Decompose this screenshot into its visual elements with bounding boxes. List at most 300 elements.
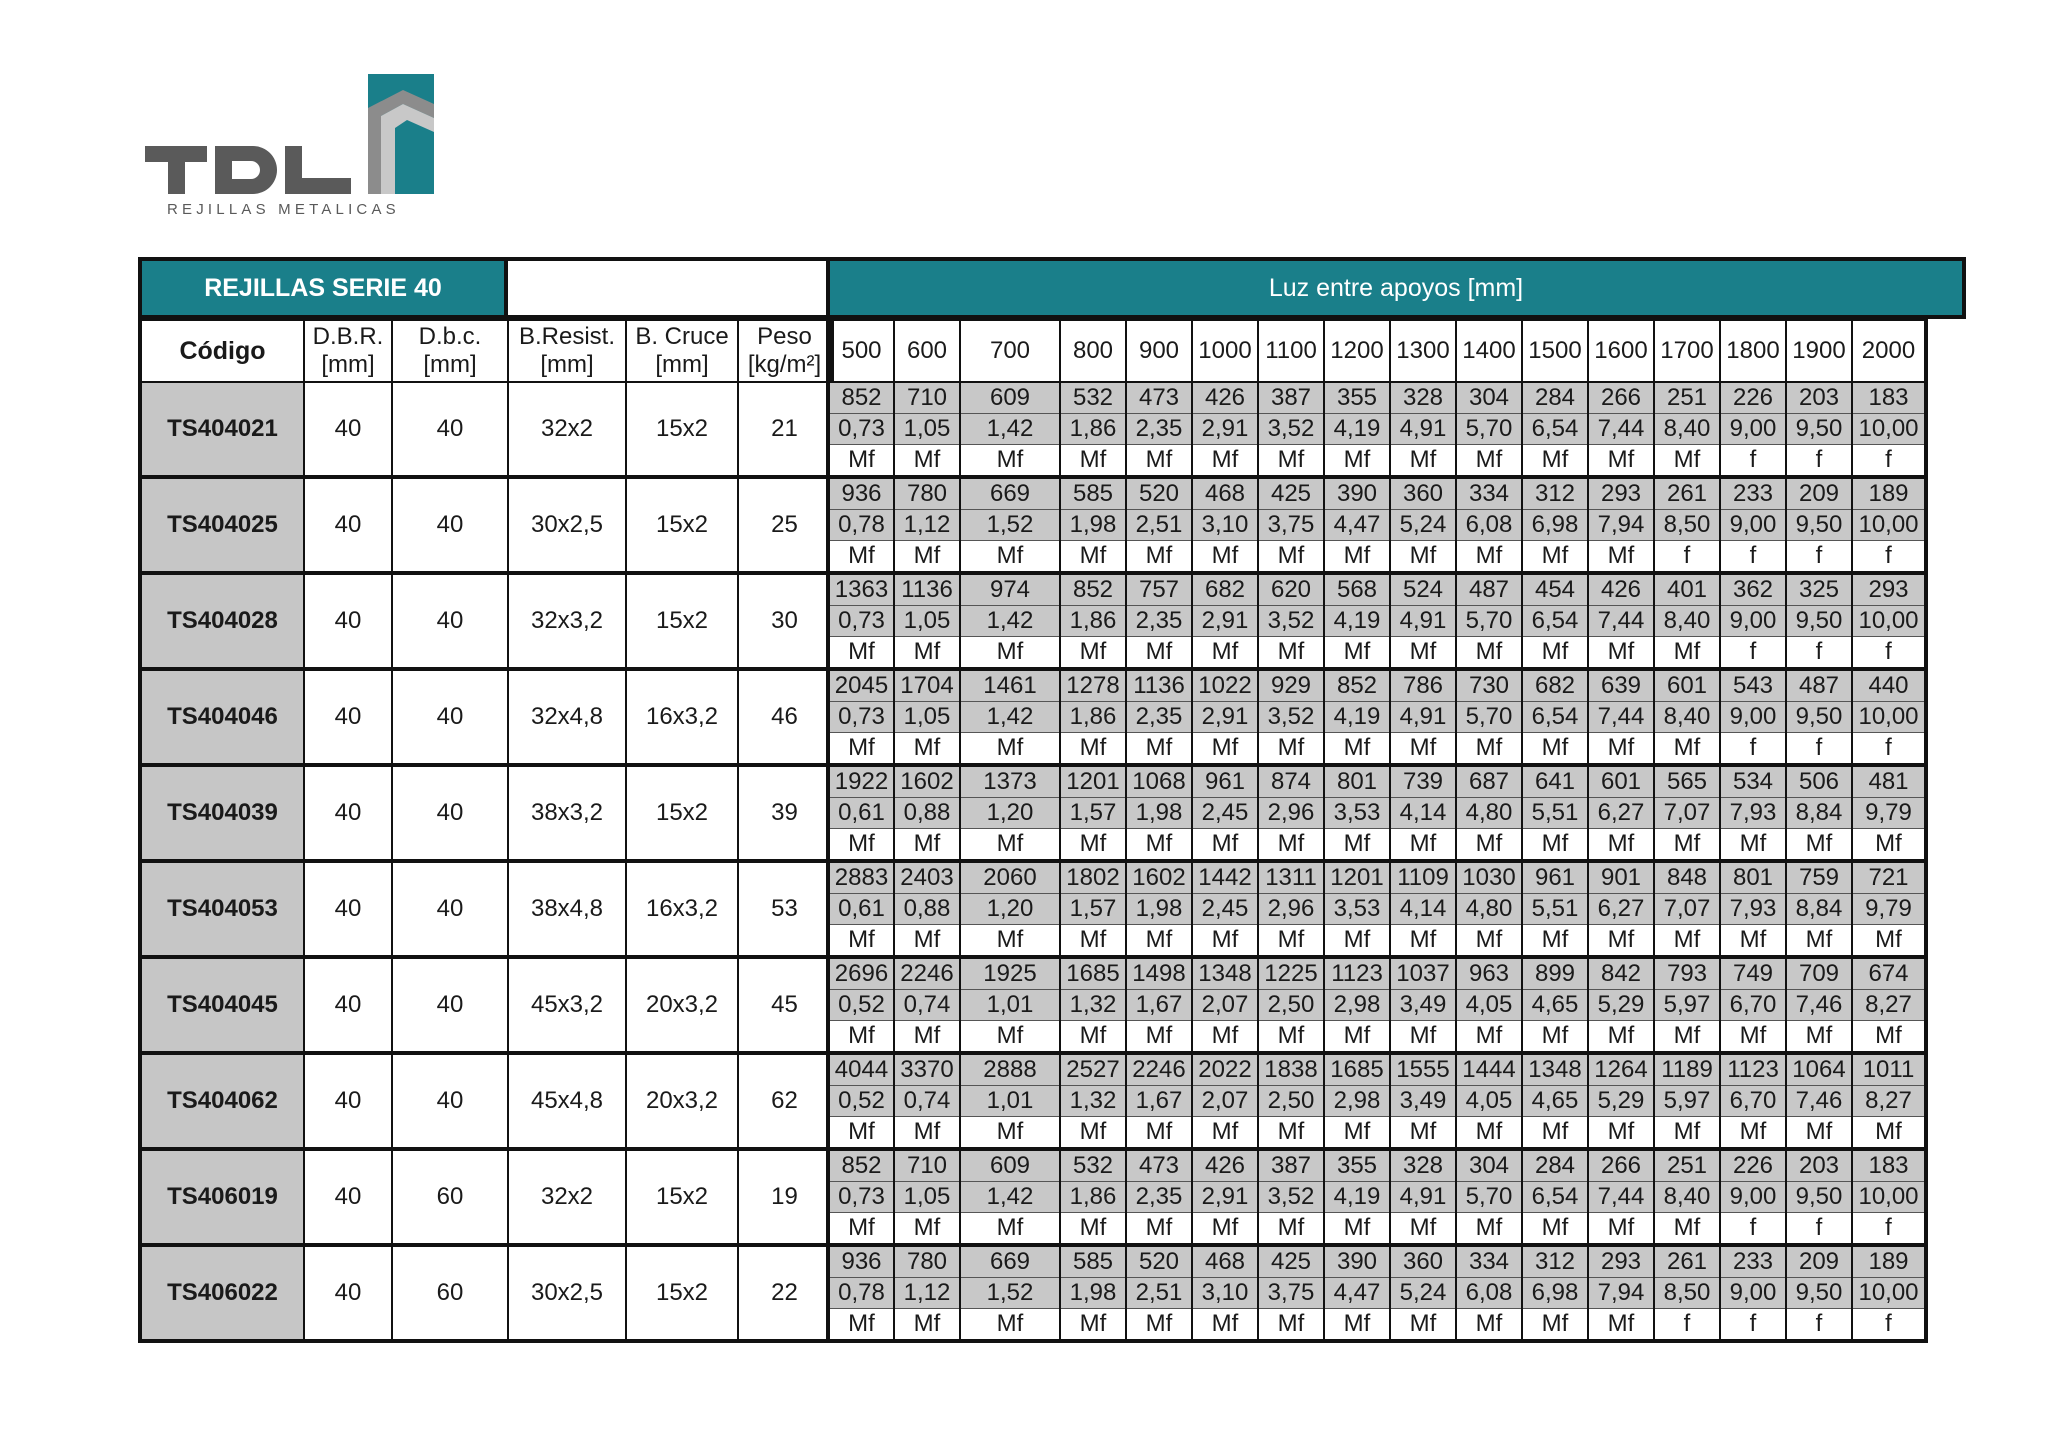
product-peso: 53 [738,861,832,957]
load-value: 473 [1126,1149,1192,1182]
deflection-value: 0,61 [828,798,894,829]
span-header: 700 [960,319,1060,382]
deflection-value: 4,47 [1324,510,1390,541]
failure-mode: Mf [1060,733,1126,766]
failure-mode: Mf [1852,1117,1926,1150]
load-value: 328 [1390,382,1456,414]
load-value: 793 [1654,957,1720,990]
product-dbr: 40 [304,861,392,957]
load-value: 209 [1786,1245,1852,1278]
failure-mode: Mf [894,733,960,766]
load-value: 2403 [894,861,960,894]
load-value: 1030 [1456,861,1522,894]
deflection-value: 7,93 [1720,798,1786,829]
load-value: 261 [1654,477,1720,510]
product-dbr: 40 [304,573,392,669]
product-dbr: 40 [304,1053,392,1149]
deflection-value: 4,91 [1390,606,1456,637]
failure-mode: Mf [1456,1021,1522,1054]
load-value: 739 [1390,765,1456,798]
deflection-value: 2,51 [1126,1278,1192,1309]
deflection-value: 1,98 [1126,798,1192,829]
load-value: 1189 [1654,1053,1720,1086]
product-bresist: 45x3,2 [508,957,626,1053]
col-header-label: B. Cruce [635,323,729,350]
col-header-codigo: Código [140,319,304,382]
load-value: 328 [1390,1149,1456,1182]
deflection-value: 2,51 [1126,510,1192,541]
span-header: 1100 [1258,319,1324,382]
load-value: 674 [1852,957,1926,990]
load-value: 183 [1852,1149,1926,1182]
failure-mode: Mf [1522,445,1588,478]
deflection-value: 7,44 [1588,414,1654,445]
failure-mode: f [1786,733,1852,766]
failure-mode: f [1786,1213,1852,1246]
load-value: 360 [1390,1245,1456,1278]
deflection-value: 4,05 [1456,1086,1522,1117]
failure-mode: f [1852,445,1926,478]
load-value: 961 [1522,861,1588,894]
failure-mode: Mf [1258,925,1324,958]
failure-mode: Mf [960,733,1060,766]
failure-mode: Mf [1390,445,1456,478]
load-value: 682 [1522,669,1588,702]
failure-mode: f [1720,1309,1786,1342]
load-row-load [828,957,1926,990]
deflection-value: 9,50 [1786,702,1852,733]
span-header: 1600 [1588,319,1654,382]
load-value: 2527 [1060,1053,1126,1086]
deflection-value: 7,46 [1786,1086,1852,1117]
load-value: 1922 [828,765,894,798]
load-value: 1136 [1126,669,1192,702]
load-value: 233 [1720,1245,1786,1278]
failure-mode: Mf [1192,733,1258,766]
load-value: 468 [1192,477,1258,510]
product-bresist: 32x2 [508,1149,626,1245]
load-row-defl [828,990,1926,1021]
load-value: 226 [1720,382,1786,414]
deflection-value: 4,14 [1390,798,1456,829]
deflection-value: 0,73 [828,702,894,733]
load-value: 189 [1852,477,1926,510]
product-code: TS404028 [140,573,304,669]
load-value: 2888 [960,1053,1060,1086]
failure-mode: Mf [1720,829,1786,862]
failure-mode: Mf [894,925,960,958]
load-value: 226 [1720,1149,1786,1182]
deflection-value: 5,70 [1456,414,1522,445]
failure-mode: Mf [1852,1021,1926,1054]
product-code: TS406022 [140,1245,304,1341]
failure-mode: Mf [1258,1021,1324,1054]
deflection-value: 9,50 [1786,414,1852,445]
failure-mode: Mf [1456,637,1522,670]
product-peso: 19 [738,1149,832,1245]
load-table [826,317,1928,1343]
failure-mode: Mf [894,637,960,670]
failure-mode: Mf [1258,1213,1324,1246]
deflection-value: 1,86 [1060,606,1126,637]
failure-mode: Mf [1324,637,1390,670]
load-value: 2022 [1192,1053,1258,1086]
failure-mode: Mf [1126,1309,1192,1342]
load-value: 609 [960,1149,1060,1182]
failure-mode: Mf [1324,1309,1390,1342]
load-value: 401 [1654,573,1720,606]
load-value: 609 [960,382,1060,414]
deflection-value: 3,53 [1324,798,1390,829]
deflection-value: 10,00 [1852,1278,1926,1309]
deflection-value: 5,70 [1456,606,1522,637]
load-value: 532 [1060,382,1126,414]
load-value: 682 [1192,573,1258,606]
deflection-value: 1,12 [894,510,960,541]
deflection-value: 2,91 [1192,606,1258,637]
load-value: 534 [1720,765,1786,798]
failure-mode: f [1852,1213,1926,1246]
deflection-value: 5,51 [1522,798,1588,829]
deflection-value: 0,78 [828,1278,894,1309]
failure-mode: Mf [894,1213,960,1246]
deflection-value: 1,05 [894,414,960,445]
failure-mode: Mf [1060,925,1126,958]
deflection-value: 1,42 [960,606,1060,637]
load-value: 936 [828,1245,894,1278]
load-value: 620 [1258,573,1324,606]
load-value: 1278 [1060,669,1126,702]
load-value: 1555 [1390,1053,1456,1086]
deflection-value: 1,42 [960,702,1060,733]
deflection-value: 9,50 [1786,1182,1852,1213]
load-value: 284 [1522,382,1588,414]
load-value: 759 [1786,861,1852,894]
load-value: 266 [1588,382,1654,414]
load-row-load [828,669,1926,702]
deflection-value: 0,88 [894,798,960,829]
failure-mode: Mf [1390,1117,1456,1150]
product-code: TS404062 [140,1053,304,1149]
col-header-dbc [392,319,508,382]
deflection-value: 1,86 [1060,1182,1126,1213]
load-value: 4044 [828,1053,894,1086]
load-row-mode [828,733,1926,766]
deflection-value: 10,00 [1852,1182,1926,1213]
deflection-value: 2,91 [1192,1182,1258,1213]
deflection-value: 7,93 [1720,894,1786,925]
deflection-value: 1,98 [1126,894,1192,925]
load-value: 304 [1456,1149,1522,1182]
span-header: 600 [894,319,960,382]
deflection-value: 6,27 [1588,894,1654,925]
product-dbr: 40 [304,957,392,1053]
failure-mode: Mf [1852,829,1926,862]
product-code: TS406019 [140,1149,304,1245]
load-value: 1037 [1390,957,1456,990]
load-value: 901 [1588,861,1654,894]
failure-mode: Mf [1060,1309,1126,1342]
load-value: 1225 [1258,957,1324,990]
deflection-value: 4,19 [1324,414,1390,445]
load-value: 1685 [1060,957,1126,990]
load-value: 730 [1456,669,1522,702]
deflection-value: 1,05 [894,702,960,733]
deflection-value: 1,05 [894,1182,960,1213]
load-value: 842 [1588,957,1654,990]
load-value: 1685 [1324,1053,1390,1086]
load-row-mode [828,1021,1926,1054]
deflection-value: 1,57 [1060,894,1126,925]
spec-body [140,382,832,1341]
failure-mode: Mf [1324,829,1390,862]
failure-mode: f [1720,733,1786,766]
failure-mode: Mf [1588,1309,1654,1342]
load-row-mode [828,445,1926,478]
failure-mode: Mf [960,445,1060,478]
deflection-value: 8,27 [1852,990,1926,1021]
failure-mode: Mf [960,1309,1060,1342]
product-row [140,957,832,1053]
load-value: 1311 [1258,861,1324,894]
product-dbr: 40 [304,477,392,573]
load-row-defl [828,702,1926,733]
failure-mode: Mf [1060,1117,1126,1150]
deflection-value: 7,94 [1588,1278,1654,1309]
load-row-load [828,382,1926,414]
load-value: 1704 [894,669,960,702]
load-row-defl [828,1086,1926,1117]
deflection-value: 1,20 [960,894,1060,925]
failure-mode: Mf [1588,445,1654,478]
deflection-value: 4,91 [1390,702,1456,733]
load-value: 387 [1258,1149,1324,1182]
col-header-bresist [508,319,626,382]
deflection-value: 2,35 [1126,1182,1192,1213]
product-code: TS404039 [140,765,304,861]
spec-header-row [140,319,832,382]
product-row [140,861,832,957]
load-value: 520 [1126,1245,1192,1278]
failure-mode: Mf [1126,1213,1192,1246]
load-value: 1109 [1390,861,1456,894]
deflection-value: 1,01 [960,990,1060,1021]
failure-mode: Mf [894,445,960,478]
load-row-mode [828,637,1926,670]
product-dbc: 40 [392,1053,508,1149]
failure-mode: Mf [1456,925,1522,958]
failure-mode: Mf [1390,1213,1456,1246]
span-header-row [828,319,1926,382]
load-row-defl [828,414,1926,445]
load-value: 334 [1456,1245,1522,1278]
load-value: 387 [1258,382,1324,414]
col-header-label: D.b.c. [418,323,482,350]
failure-mode: Mf [1126,925,1192,958]
col-header-label: B.Resist. [518,323,616,350]
failure-mode: Mf [1192,1021,1258,1054]
failure-mode: Mf [1654,1117,1720,1150]
failure-mode: Mf [1522,925,1588,958]
product-dbc: 40 [392,477,508,573]
product-dbc: 40 [392,765,508,861]
load-value: 233 [1720,477,1786,510]
load-row-defl [828,798,1926,829]
deflection-value: 8,40 [1654,1182,1720,1213]
col-header-label: D.B.R. [312,323,384,350]
load-value: 669 [960,477,1060,510]
load-row-load [828,765,1926,798]
failure-mode: Mf [1324,1117,1390,1150]
deflection-value: 5,24 [1390,510,1456,541]
failure-mode: Mf [1456,1117,1522,1150]
deflection-value: 8,27 [1852,1086,1926,1117]
failure-mode: Mf [1852,925,1926,958]
deflection-value: 7,46 [1786,990,1852,1021]
deflection-value: 0,52 [828,1086,894,1117]
load-value: 312 [1522,1245,1588,1278]
load-value: 639 [1588,669,1654,702]
load-value: 487 [1456,573,1522,606]
span-header: 1400 [1456,319,1522,382]
product-row [140,477,832,573]
product-code: TS404053 [140,861,304,957]
failure-mode: Mf [1720,1021,1786,1054]
deflection-value: 4,91 [1390,1182,1456,1213]
failure-mode: Mf [1126,829,1192,862]
span-header: 1800 [1720,319,1786,382]
deflection-value: 1,42 [960,414,1060,445]
deflection-value: 3,75 [1258,510,1324,541]
tdl-logo-mark [145,74,445,216]
deflection-value: 3,10 [1192,1278,1258,1309]
deflection-value: 3,52 [1258,702,1324,733]
failure-mode: Mf [1060,541,1126,574]
deflection-value: 5,29 [1588,1086,1654,1117]
failure-mode: f [1786,637,1852,670]
load-value: 669 [960,1245,1060,1278]
failure-mode: Mf [1192,925,1258,958]
deflection-value: 1,52 [960,510,1060,541]
failure-mode: Mf [1258,829,1324,862]
load-value: 304 [1456,382,1522,414]
product-dbc: 40 [392,669,508,765]
col-header-label: Peso [757,323,812,350]
deflection-value: 10,00 [1852,510,1926,541]
deflection-value: 7,94 [1588,510,1654,541]
product-peso: 25 [738,477,832,573]
load-value: 334 [1456,477,1522,510]
load-value: 780 [894,1245,960,1278]
failure-mode: f [1852,733,1926,766]
load-value: 520 [1126,477,1192,510]
deflection-value: 3,52 [1258,414,1324,445]
deflection-value: 8,40 [1654,702,1720,733]
failure-mode: Mf [894,1021,960,1054]
deflection-value: 5,29 [1588,990,1654,1021]
failure-mode: Mf [1654,1021,1720,1054]
deflection-value: 3,75 [1258,1278,1324,1309]
deflection-value: 9,00 [1720,1182,1786,1213]
load-row-mode [828,1213,1926,1246]
deflection-value: 1,42 [960,1182,1060,1213]
failure-mode: f [1720,541,1786,574]
deflection-value: 4,47 [1324,1278,1390,1309]
failure-mode: Mf [1324,445,1390,478]
deflection-value: 9,50 [1786,510,1852,541]
deflection-value: 8,84 [1786,894,1852,925]
deflection-value: 6,08 [1456,510,1522,541]
failure-mode: f [1786,1309,1852,1342]
failure-mode: Mf [1060,445,1126,478]
load-value: 709 [1786,957,1852,990]
span-header: 1500 [1522,319,1588,382]
failure-mode: Mf [894,1117,960,1150]
deflection-value: 2,98 [1324,990,1390,1021]
failure-mode: f [1852,637,1926,670]
failure-mode: Mf [1522,1117,1588,1150]
product-bresist: 30x2,5 [508,1245,626,1341]
load-value: 1123 [1324,957,1390,990]
deflection-value: 2,07 [1192,990,1258,1021]
load-value: 524 [1390,573,1456,606]
failure-mode: Mf [894,541,960,574]
tdl-logo [145,74,445,216]
deflection-value: 0,74 [894,990,960,1021]
failure-mode: Mf [1390,829,1456,862]
product-peso: 21 [738,382,832,477]
load-value: 974 [960,573,1060,606]
failure-mode: Mf [828,733,894,766]
load-value: 1461 [960,669,1060,702]
load-value: 963 [1456,957,1522,990]
load-value: 801 [1720,861,1786,894]
failure-mode: Mf [1192,541,1258,574]
load-value: 786 [1390,669,1456,702]
deflection-value: 7,07 [1654,894,1720,925]
deflection-value: 1,05 [894,606,960,637]
failure-mode: Mf [1654,445,1720,478]
deflection-value: 10,00 [1852,606,1926,637]
span-header: 800 [1060,319,1126,382]
failure-mode: Mf [1192,1117,1258,1150]
deflection-value: 10,00 [1852,414,1926,445]
failure-mode: Mf [960,829,1060,862]
failure-mode: Mf [1654,925,1720,958]
failure-mode: Mf [1060,1213,1126,1246]
load-value: 454 [1522,573,1588,606]
deflection-value: 0,88 [894,894,960,925]
failure-mode: Mf [1588,1117,1654,1150]
load-row-load [828,1149,1926,1182]
failure-mode: Mf [1456,1309,1522,1342]
product-bresist: 32x2 [508,382,626,477]
load-value: 3370 [894,1053,960,1086]
load-value: 425 [1258,477,1324,510]
product-bcruce: 20x3,2 [626,1053,738,1149]
col-header-peso [738,319,832,382]
product-row [140,765,832,861]
deflection-value: 6,54 [1522,606,1588,637]
span-title: Luz entre apoyos [mm] [826,257,1966,319]
failure-mode: Mf [1456,445,1522,478]
product-row [140,1149,832,1245]
load-value: 929 [1258,669,1324,702]
failure-mode: f [1852,541,1926,574]
deflection-value: 1,86 [1060,414,1126,445]
failure-mode: Mf [1126,637,1192,670]
product-code: TS404025 [140,477,304,573]
